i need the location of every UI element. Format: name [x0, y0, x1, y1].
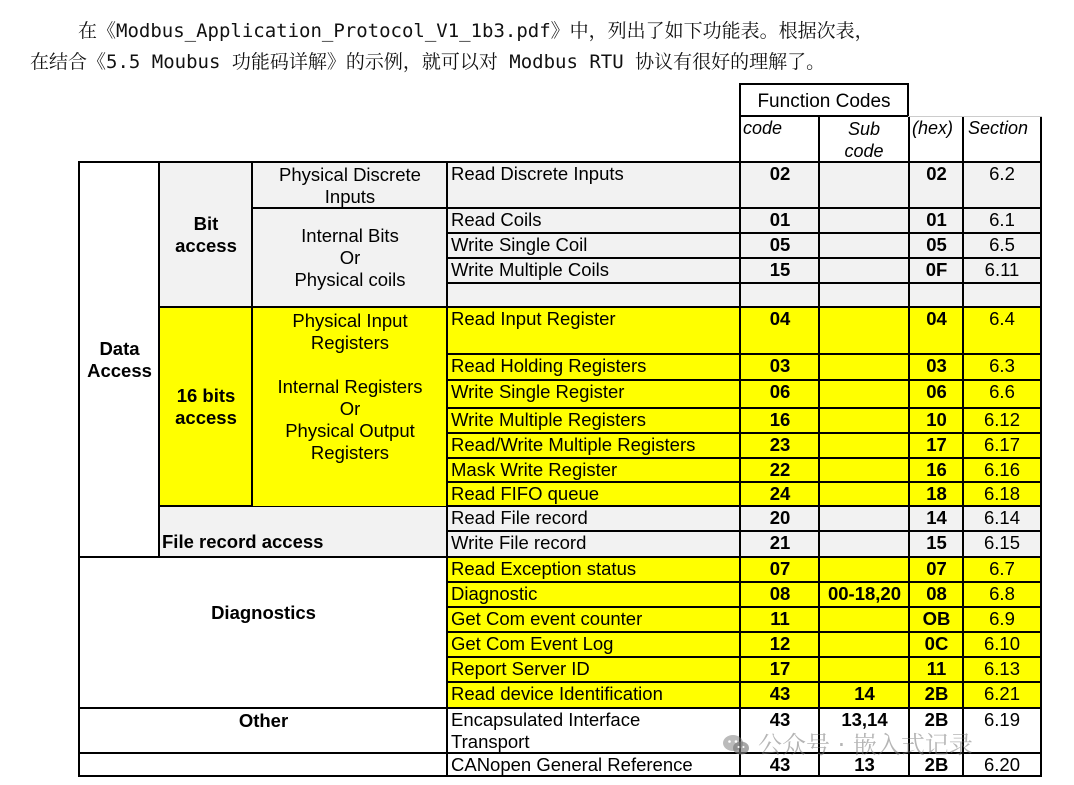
function-name — [446, 282, 740, 307]
function-name: Write Multiple Registers — [446, 407, 740, 433]
function-sub-code — [818, 530, 909, 557]
intro-text — [30, 16, 1060, 78]
subgroup-physical-input-registers: Physical Input Registers — [251, 306, 447, 354]
function-hex: 2B — [908, 707, 963, 753]
watermark-text: 公众号 · 嵌入式记录 — [758, 731, 973, 759]
function-sub-code — [818, 505, 909, 531]
function-hex: 06 — [908, 379, 963, 408]
function-name: Read device Identification — [446, 681, 740, 708]
function-name: Read File record — [446, 505, 740, 531]
section-col-header: Section — [968, 118, 1029, 138]
function-hex: 07 — [908, 556, 963, 582]
function-code: 07 — [739, 556, 819, 582]
function-sub-code — [818, 432, 909, 458]
function-section: 6.15 — [962, 530, 1042, 557]
function-code — [739, 282, 819, 307]
function-hex: 02 — [908, 161, 963, 208]
function-section: 6.1 — [962, 207, 1042, 233]
function-name: Write File record — [446, 530, 740, 557]
function-code: 05 — [739, 232, 819, 258]
function-sub-code — [818, 556, 909, 582]
function-code: 04 — [739, 306, 819, 354]
function-sub-code — [818, 257, 909, 283]
header-divider — [908, 117, 910, 163]
function-hex: 05 — [908, 232, 963, 258]
function-code: 08 — [739, 581, 819, 607]
function-code: 24 — [739, 481, 819, 506]
function-hex: 0F — [908, 257, 963, 283]
function-code: 15 — [739, 257, 819, 283]
function-code: 21 — [739, 530, 819, 557]
function-hex: 16 — [908, 457, 963, 482]
wechat-icon — [722, 734, 750, 756]
function-codes-header: Function Codes — [739, 83, 909, 117]
function-section: 6.11 — [962, 257, 1042, 283]
function-hex: 2B — [908, 752, 963, 777]
function-hex: 0C — [908, 631, 963, 657]
function-sub-code — [818, 407, 909, 433]
group-16bits-access: 16 bits access — [158, 306, 252, 506]
function-hex: 01 — [908, 207, 963, 233]
function-name: Read Input Register — [446, 306, 740, 354]
function-section: 6.17 — [962, 432, 1042, 458]
watermark — [722, 725, 973, 760]
function-code: 12 — [739, 631, 819, 657]
function-sub-code: 13,14 — [818, 707, 909, 753]
function-section: 6.20 — [962, 752, 1042, 777]
function-sub-code — [818, 379, 909, 408]
function-sub-code — [818, 481, 909, 506]
function-code: 01 — [739, 207, 819, 233]
function-section: 6.9 — [962, 606, 1042, 632]
function-code: 16 — [739, 407, 819, 433]
function-sub-code — [818, 457, 909, 482]
function-name: Read Coils — [446, 207, 740, 233]
function-name: Get Com Event Log — [446, 631, 740, 657]
function-section — [962, 282, 1042, 307]
function-hex: OB — [908, 606, 963, 632]
function-sub-code — [818, 656, 909, 682]
function-section: 6.14 — [962, 505, 1042, 531]
function-section: 6.13 — [962, 656, 1042, 682]
group-other-blank — [78, 752, 447, 777]
function-section: 6.21 — [962, 681, 1042, 708]
function-name: Write Multiple Coils — [446, 257, 740, 283]
function-hex: 11 — [908, 656, 963, 682]
function-sub-code — [818, 606, 909, 632]
function-section: 6.19 — [962, 707, 1042, 753]
function-hex — [908, 282, 963, 307]
group-file-record-access: File record access — [158, 505, 447, 557]
function-sub-code: 14 — [818, 681, 909, 708]
function-section: 6.8 — [962, 581, 1042, 607]
function-hex: 17 — [908, 432, 963, 458]
intro-line-1: 在《Modbus_Application_Protocol_V1_1b3.pdf》中，列出了如下功能表。根据次表， — [78, 20, 874, 42]
function-code: 03 — [739, 353, 819, 380]
group-diagnostics: Diagnostics — [78, 556, 447, 708]
function-name: Read Exception status — [446, 556, 740, 582]
function-name: CANopen General Reference — [446, 752, 740, 777]
subgroup-physical-discrete-inputs: Physical Discrete Inputs — [251, 161, 447, 208]
function-name: Write Single Register — [446, 379, 740, 408]
function-section: 6.7 — [962, 556, 1042, 582]
function-section: 6.16 — [962, 457, 1042, 482]
function-hex: 14 — [908, 505, 963, 531]
function-name: Get Com event counter — [446, 606, 740, 632]
function-section: 6.6 — [962, 379, 1042, 408]
subgroup-internal-registers: Internal Registers Or Physical Output Registers — [251, 353, 447, 506]
function-code: 02 — [739, 161, 819, 208]
function-hex: 15 — [908, 530, 963, 557]
function-hex: 03 — [908, 353, 963, 380]
function-name: Diagnostic — [446, 581, 740, 607]
group-data-access: Data Access — [78, 161, 159, 557]
function-name: Write Single Coil — [446, 232, 740, 258]
function-name: Read Holding Registers — [446, 353, 740, 380]
function-section: 6.3 — [962, 353, 1042, 380]
function-name: Mask Write Register — [446, 457, 740, 482]
function-sub-code — [818, 232, 909, 258]
function-section: 6.4 — [962, 306, 1042, 354]
header-divider — [739, 117, 741, 163]
function-code: 11 — [739, 606, 819, 632]
function-sub-code — [818, 282, 909, 307]
function-sub-code — [818, 631, 909, 657]
function-section: 6.2 — [962, 161, 1042, 208]
function-code: 06 — [739, 379, 819, 408]
subgroup-internal-bits: Internal Bits Or Physical coils — [251, 207, 447, 307]
header-divider — [1040, 117, 1042, 163]
function-code: 23 — [739, 432, 819, 458]
function-code: 22 — [739, 457, 819, 482]
function-code: 43 — [739, 681, 819, 708]
group-bit-access: Bit access — [158, 161, 252, 307]
header-right-spacer — [908, 83, 1042, 117]
function-sub-code: 00-18,20 — [818, 581, 909, 607]
function-hex: 18 — [908, 481, 963, 506]
intro-line-2: 在结合《5.5 Moubus 功能码详解》的示例，就可以对 Modbus RTU 协议有很好的理解了。 — [30, 51, 826, 73]
function-name: Read Discrete Inputs — [446, 161, 740, 208]
function-sub-code — [818, 207, 909, 233]
group-other: Other — [78, 707, 447, 753]
function-code: 20 — [739, 505, 819, 531]
function-section: 6.10 — [962, 631, 1042, 657]
header-divider — [962, 117, 964, 163]
function-section: 6.5 — [962, 232, 1042, 258]
sub-code-col-header: Sub code — [844, 119, 884, 161]
function-name: Report Server ID — [446, 656, 740, 682]
function-code: 17 — [739, 656, 819, 682]
function-section: 6.18 — [962, 481, 1042, 506]
function-sub-code: 13 — [818, 752, 909, 777]
function-hex: 10 — [908, 407, 963, 433]
function-sub-code — [818, 306, 909, 354]
function-name: Encapsulated Interface Transport — [446, 707, 740, 753]
function-name: Read/Write Multiple Registers — [446, 432, 740, 458]
function-hex: 04 — [908, 306, 963, 354]
hex-col-header: (hex) — [912, 118, 954, 138]
function-code: 43 — [739, 707, 819, 753]
code-col-header: code — [743, 118, 783, 138]
function-hex: 2B — [908, 681, 963, 708]
function-hex: 08 — [908, 581, 963, 607]
function-name: Read FIFO queue — [446, 481, 740, 506]
function-code: 43 — [739, 752, 819, 777]
function-section: 6.12 — [962, 407, 1042, 433]
function-sub-code — [818, 353, 909, 380]
function-sub-code — [818, 161, 909, 208]
